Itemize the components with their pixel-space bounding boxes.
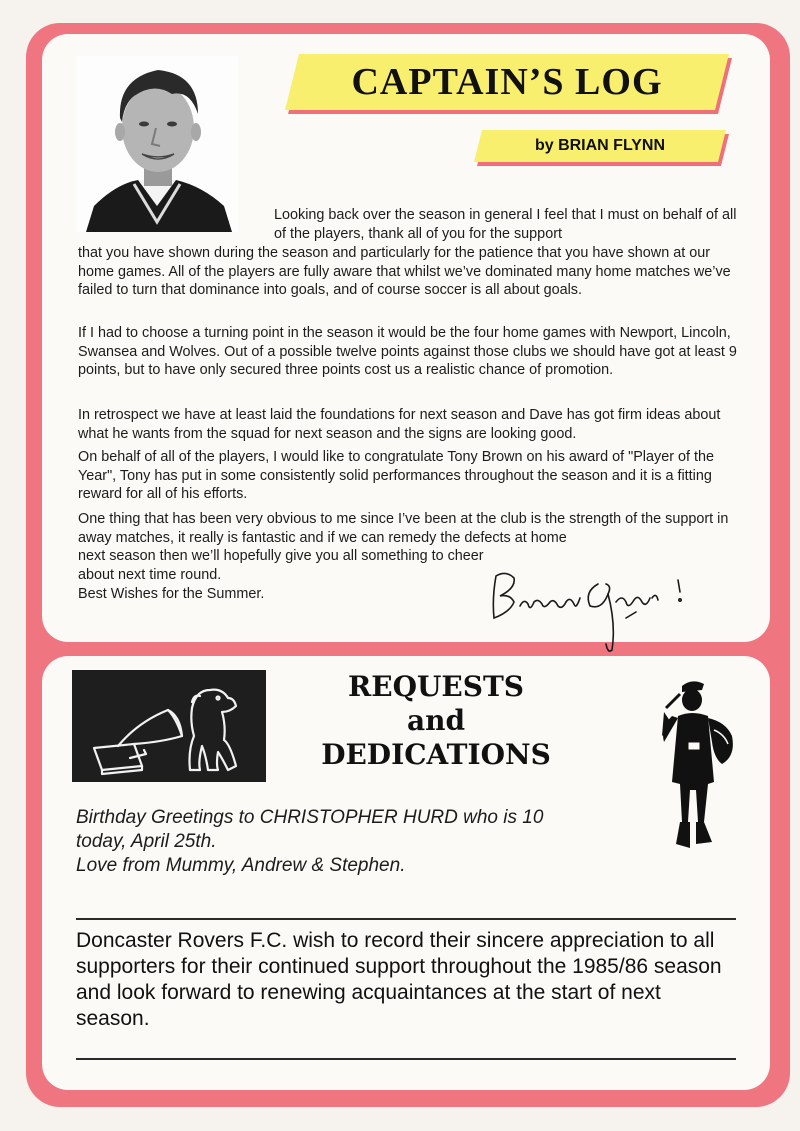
birthday-greeting xyxy=(76,806,656,878)
turning-point-paragraph: If I had to choose a turning point in the season it would be the four home games with Newport, Lincoln, Swansea and Wolves. Out of a possible twelve points against those clubs we should have got at least 9 points, but to have only secured three points cost us a realistic chance of promotion. xyxy=(78,325,737,379)
greeting-line2: today, April 25th. xyxy=(76,831,217,852)
byline: by BRIAN FLYNN xyxy=(534,137,666,154)
player-portrait xyxy=(76,56,238,232)
requests-title-line3: DEDICATIONS xyxy=(321,738,551,771)
support-paragraph-tail: next season then we’ll hopefully give you all something to cheer about next time round. xyxy=(78,548,484,583)
requests-title-line2: and xyxy=(406,704,466,737)
greeting-line3: Love from Mummy, Andrew & Stephen. xyxy=(76,855,406,876)
gramophone-dog-icon xyxy=(72,670,266,782)
divider-top xyxy=(76,918,736,920)
intro-paragraph-start: Looking back over the season in general I feel that I must on behalf of all of the players, thank all of you for the support xyxy=(274,207,737,242)
intro-paragraph-rest: that you have shown during the season and particularly for the patience that you have shown at our home games. All of the players are fully aware that whilst we’ve dominated many home matches we’ve failed to turn that dominance into goals, and of course soccer is all about goals. xyxy=(78,245,731,299)
greeting-line1: Birthday Greetings to CHRISTOPHER HURD who is 10 xyxy=(76,807,544,828)
page-title: CAPTAIN’S LOG xyxy=(351,61,663,103)
support-paragraph: One thing that has been very obvious to me since I’ve been at the club is the strength of the support in away matches, it really is fantastic and if we can remedy the defects at home xyxy=(78,511,729,546)
requests-title xyxy=(296,670,576,772)
handwritten-signature xyxy=(480,558,720,654)
congratulations-paragraph: On behalf of all of the players, I would like to congratulate Tony Brown on his award of "Player of the Year", Tony has put in some consistently solid performances throughout the season and it is a fitting reward for all of his efforts. xyxy=(78,449,714,503)
retrospect-paragraph: In retrospect we have at least laid the foundations for next season and Dave has got firm ideas about what he wants from the squad for next season and the signs are looking good. xyxy=(78,407,721,442)
appreciation-notice: Doncaster Rovers F.C. wish to record their sincere appreciation to all supporters for their continued support throughout the 1985/86 season and look forward to renewing acquaintances at the start of next season. xyxy=(76,929,722,1030)
postman-figure xyxy=(652,672,738,860)
requests-title-line1: REQUESTS xyxy=(347,670,525,703)
divider-bottom xyxy=(76,1058,736,1060)
signoff: Best Wishes for the Summer. xyxy=(78,586,265,602)
